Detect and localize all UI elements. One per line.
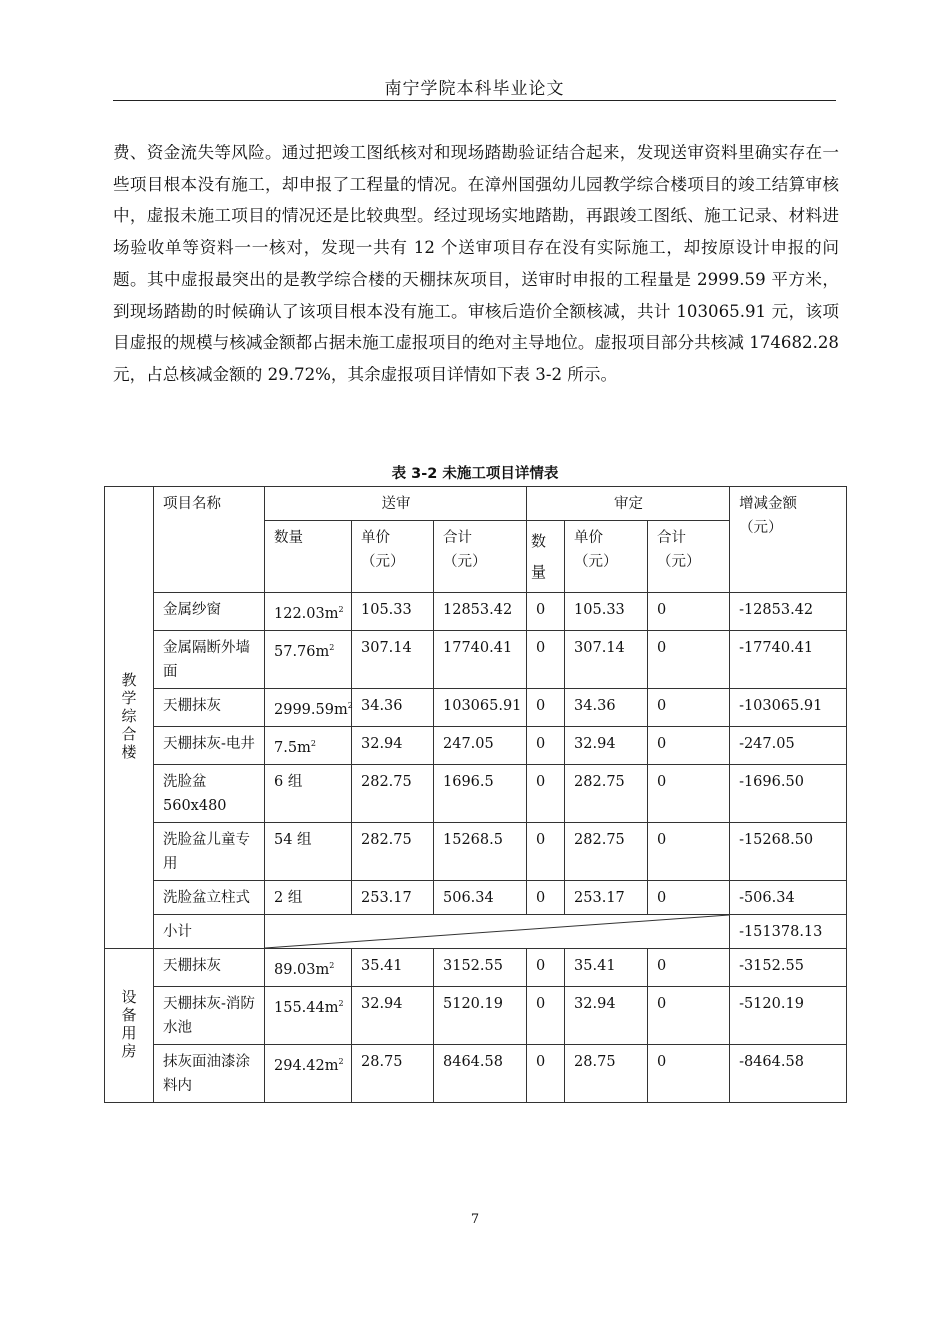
qty-cell: $155.44m^2$ (265, 987, 352, 1045)
header-rule (113, 100, 836, 101)
qty-cell: $89.03m^2$ (265, 949, 352, 987)
change-cell: -17740.41 (730, 631, 847, 689)
running-header: 南宁学院本科毕业论文 (384, 79, 565, 99)
header-unit-price-approved: 单价 （元） (565, 521, 648, 593)
approved-price-cell: 32.94 (565, 727, 648, 765)
table-row (105, 727, 847, 765)
item-name-cell: 天棚抹灰-电井 (154, 727, 265, 765)
approved-price-cell: 307.14 (565, 631, 648, 689)
header-change: 增减金额 （元） (730, 487, 847, 593)
change-cell: -3152.55 (730, 949, 847, 987)
change-cell: -103065.91 (730, 689, 847, 727)
table-row (105, 823, 847, 881)
header-total-approved: 合计 （元） (648, 521, 730, 593)
header-qty: 数量 (265, 521, 352, 593)
approved-total-cell: 0 (648, 765, 730, 823)
header-qty-approved: 数量 (527, 521, 565, 593)
change-cell: -5120.19 (730, 987, 847, 1045)
approved-price-cell: 282.75 (565, 823, 648, 881)
qty-cell: $57.76m^2$ (265, 631, 352, 689)
subtotal-label-cell: 小计 (154, 915, 265, 949)
total-cell: 3152.55 (434, 949, 527, 987)
price-cell: 34.36 (352, 689, 434, 727)
item-name-cell: 洗脸盆立柱式 (154, 881, 265, 915)
group-cell (105, 949, 154, 1103)
qty-cell: $2999.59m^2$ (265, 689, 352, 727)
table-row (105, 765, 847, 823)
qty-cell: 54 组 (265, 823, 352, 881)
approved-qty-cell: 0 (527, 881, 565, 915)
price-cell: 32.94 (352, 987, 434, 1045)
group-label: 设备用房 (121, 987, 137, 1060)
item-name-cell: 天棚抹灰-消防水池 (154, 987, 265, 1045)
price-cell: 307.14 (352, 631, 434, 689)
approved-qty-cell: 0 (527, 631, 565, 689)
change-cell: -506.34 (730, 881, 847, 915)
body-paragraph: 费、资金流失等风险。通过把竣工图纸核对和现场踏勘验证结合起来，发现送审资料里确实存在一些项目根本没有施工，却申报了工程量的情况。在漳州国强幼儿园教学综合楼项目的竣工结算审核中，虚报未施工项目的情况还是比较典型。经过现场实地踏勘，再跟竣工图纸、施工记录、材料进场验收单等资料一一核对，发现一共有 12 个送审项目存在没有实际施工，却按原设计申报的问题。其中虚报最突出的是教学综合楼的天棚抹灰项目，送审时申报的工程量是 2999.59 平方米，到现场踏勘的时候确认了该项目根本没有施工。审核后造价全额核减，共计 103065.91 元，该项目虚报的规模与核减金额都占据未施工虚报项目的绝对主导地位。虚报项目部分共核减 174682.28 元，占总核减金额的 29.72%，其余虚报项目详情如下表 3-2 所示。 (113, 143, 839, 384)
total-cell: 8464.58 (434, 1045, 527, 1103)
table-row (105, 1045, 847, 1103)
item-name-cell: 天棚抹灰 (154, 689, 265, 727)
item-name-cell: 金属纱窗 (154, 593, 265, 631)
header-row-1 (105, 487, 847, 521)
price-cell: 253.17 (352, 881, 434, 915)
subtotal-diagonal-cell (265, 915, 730, 949)
header-submitted: 送审 (265, 487, 527, 521)
approved-total-cell: 0 (648, 949, 730, 987)
item-name-cell: 抹灰面油漆涂料内 (154, 1045, 265, 1103)
item-name-cell: 金属隔断外墙面 (154, 631, 265, 689)
item-name-cell: 天棚抹灰 (154, 949, 265, 987)
approved-qty-cell: 0 (527, 765, 565, 823)
approved-price-cell: 253.17 (565, 881, 648, 915)
approved-total-cell: 0 (648, 823, 730, 881)
approved-total-cell: 0 (648, 881, 730, 915)
approved-qty-cell: 0 (527, 689, 565, 727)
total-cell: 12853.42 (434, 593, 527, 631)
change-cell: -15268.50 (730, 823, 847, 881)
approved-price-cell: 282.75 (565, 765, 648, 823)
price-cell: 32.94 (352, 727, 434, 765)
qty-cell: $7.5m^2$ (265, 727, 352, 765)
approved-qty-cell: 0 (527, 1045, 565, 1103)
total-cell: 5120.19 (434, 987, 527, 1045)
change-cell: -247.05 (730, 727, 847, 765)
header-approved: 审定 (527, 487, 730, 521)
subtotal-row (105, 915, 847, 949)
approved-qty-cell: 0 (527, 987, 565, 1045)
approved-price-cell: 32.94 (565, 987, 648, 1045)
detail-table (104, 486, 847, 1103)
approved-qty-cell: 0 (527, 823, 565, 881)
approved-total-cell: 0 (648, 689, 730, 727)
total-cell: 103065.91 (434, 689, 527, 727)
approved-qty-cell: 0 (527, 949, 565, 987)
group-cell (105, 487, 154, 949)
table-caption: 表 3-2 未施工项目详情表 (391, 466, 559, 482)
total-cell: 506.34 (434, 881, 527, 915)
diagonal-line (265, 915, 729, 948)
page-number: 7 (470, 1212, 480, 1227)
qty-cell: $122.03m^2$ (265, 593, 352, 631)
approved-total-cell: 0 (648, 593, 730, 631)
total-cell: 17740.41 (434, 631, 527, 689)
table-row (105, 949, 847, 987)
change-cell: -12853.42 (730, 593, 847, 631)
table-row (105, 881, 847, 915)
header-total: 合计 （元） (434, 521, 527, 593)
approved-total-cell: 0 (648, 987, 730, 1045)
total-cell: 247.05 (434, 727, 527, 765)
approved-total-cell: 0 (648, 1045, 730, 1103)
qty-cell: $294.42m^2$ (265, 1045, 352, 1103)
price-cell: 282.75 (352, 823, 434, 881)
approved-qty-cell: 0 (527, 727, 565, 765)
approved-price-cell: 28.75 (565, 1045, 648, 1103)
total-cell: 1696.5 (434, 765, 527, 823)
qty-cell: 2 组 (265, 881, 352, 915)
approved-qty-cell: 0 (527, 593, 565, 631)
item-name-cell: 洗脸盆 560x480 (154, 765, 265, 823)
table-row (105, 593, 847, 631)
table-row (105, 987, 847, 1045)
approved-total-cell: 0 (648, 727, 730, 765)
approved-price-cell: 34.36 (565, 689, 648, 727)
approved-price-cell: 105.33 (565, 593, 648, 631)
qty-cell: 6 组 (265, 765, 352, 823)
approved-total-cell: 0 (648, 631, 730, 689)
subtotal-value-cell: -151378.13 (730, 915, 847, 949)
approved-price-cell: 35.41 (565, 949, 648, 987)
group-label: 教学综合楼 (121, 670, 137, 761)
total-cell: 15268.5 (434, 823, 527, 881)
price-cell: 282.75 (352, 765, 434, 823)
item-name-cell: 洗脸盆儿童专用 (154, 823, 265, 881)
change-cell: -8464.58 (730, 1045, 847, 1103)
header-item: 项目名称 (154, 487, 265, 593)
price-cell: 28.75 (352, 1045, 434, 1103)
table-row (105, 689, 847, 727)
price-cell: 35.41 (352, 949, 434, 987)
price-cell: 105.33 (352, 593, 434, 631)
table-row (105, 631, 847, 689)
change-cell: -1696.50 (730, 765, 847, 823)
header-unit-price: 单价 （元） (352, 521, 434, 593)
